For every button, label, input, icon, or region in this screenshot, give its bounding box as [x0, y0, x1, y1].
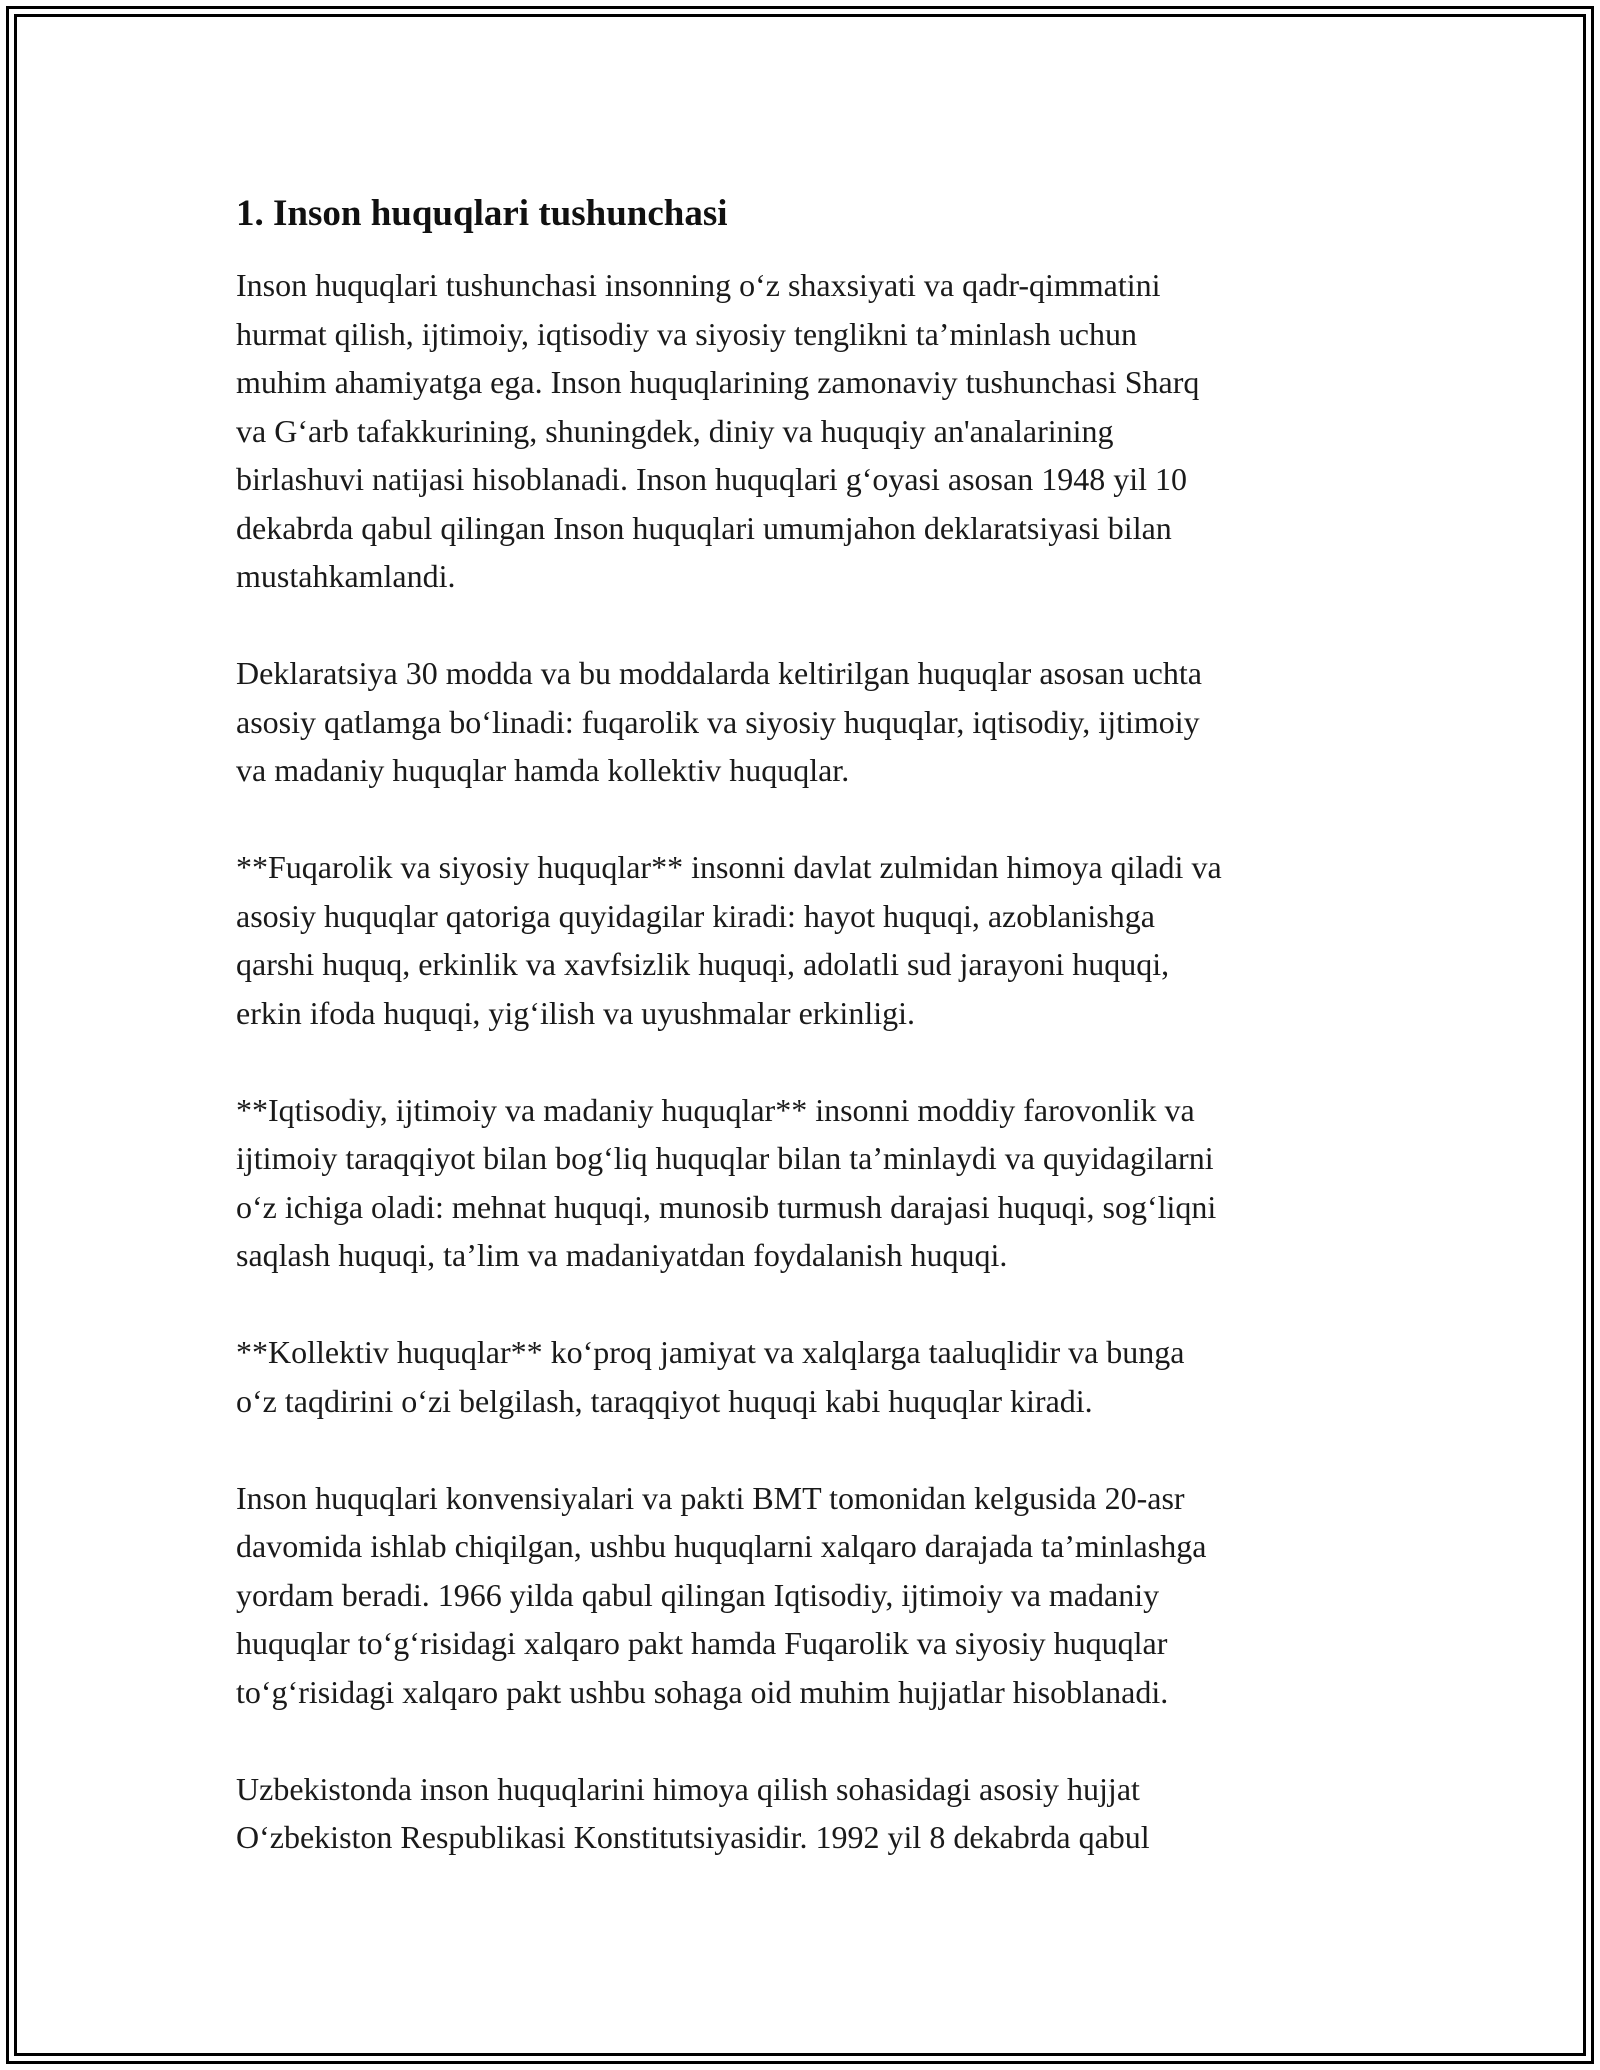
text-line: to‘g‘risidagi xalqaro pakt ushbu sohaga oid muhim hujjatlar hisoblanadi.	[236, 1673, 1169, 1710]
text-line: o‘z taqdirini o‘zi belgilash, taraqqiyot huquqi kabi huquqlar kiradi.	[236, 1382, 1093, 1419]
text-line: hurmat qilish, ijtimoiy, iqtisodiy va siyosiy tenglikni ta’minlash uchun	[236, 315, 1137, 352]
text-line: saqlash huquqi, ta’lim va madaniyatdan foydalanish huquqi.	[236, 1237, 1008, 1273]
paragraph-economic-social-rights	[236, 1086, 1386, 1280]
text-line: mustahkamlandi.	[236, 558, 456, 594]
text-line: Inson huquqlari konvensiyalari va pakti BMT tomonidan kelgusida 20-asr	[236, 1479, 1185, 1516]
paragraph-intro	[236, 261, 1386, 601]
text-line: asosiy qatlamga bo‘linadi: fuqarolik va siyosiy huquqlar, iqtisodiy, ijtimoiy	[236, 703, 1200, 740]
text-line: muhim ahamiyatga ega. Inson huquqlarining zamonaviy tushunchasi Sharq	[236, 364, 1200, 400]
text-line: **Fuqarolik va siyosiy huquqlar** insonni davlat zulmidan himoya qiladi va	[236, 849, 1222, 885]
text-line: birlashuvi natijasi hisoblanadi. Inson huquqlari g‘oyasi asosan 1948 yil 10	[236, 461, 1187, 497]
paragraph-collective-rights	[236, 1328, 1386, 1425]
text-line: o‘z ichiga oladi: mehnat huquqi, munosib turmush darajasi huquqi, sog‘liqni	[236, 1188, 1217, 1225]
text-line: davomida ishlab chiqilgan, ushbu huquqlarni xalqaro darajada ta’minlashga	[236, 1528, 1207, 1564]
text-line: asosiy huquqlar qatoriga quyidagilar kiradi: hayot huquqi, azoblanishga	[236, 897, 1155, 934]
text-line: **Kollektiv huquqlar** ko‘proq jamiyat va xalqlarga taaluqlidir va bunga	[236, 1334, 1185, 1370]
text-line: Uzbekistonda inson huquqlarini himoya qilish sohasidagi asosiy hujjat	[236, 1770, 1140, 1807]
document-body	[236, 185, 1386, 1910]
text-line: ijtimoiy taraqqiyot bilan bog‘liq huquqlar bilan ta’minlaydi va quyidagilarni	[236, 1140, 1214, 1176]
text-line: dekabrda qabul qilingan Inson huquqlari umumjahon deklaratsiyasi bilan	[236, 509, 1172, 546]
text-line: Deklaratsiya 30 modda va bu moddalarda keltirilgan huquqlar asosan uchta	[236, 655, 1202, 691]
section-heading: 1. Inson huquqlari tushunchasi	[236, 193, 728, 234]
text-line: O‘zbekiston Respublikasi Konstitutsiyasidir. 1992 yil 8 dekabrda qabul	[236, 1819, 1150, 1855]
text-line: qarshi huquq, erkinlik va xavfsizlik huquqi, adolatli sud jarayoni huquqi,	[236, 946, 1170, 982]
paragraph-declaration	[236, 649, 1386, 795]
text-line: huquqlar to‘g‘risidagi xalqaro pakt hamda Fuqarolik va siyosiy huquqlar	[236, 1625, 1168, 1661]
text-line: erkin ifoda huquqi, yig‘ilish va uyushmalar erkinligi.	[236, 994, 915, 1031]
text-line: va madaniy huquqlar hamda kollektiv huquqlar.	[236, 752, 850, 788]
paragraph-uzbekistan	[236, 1765, 1386, 1862]
text-line: Inson huquqlari tushunchasi insonning o‘z shaxsiyati va qadr-qimmatini	[236, 267, 1161, 303]
text-line: va G‘arb tafakkurining, shuningdek, diniy va huquqiy an'analarining	[236, 412, 1114, 449]
paragraph-conventions	[236, 1474, 1386, 1717]
paragraph-civil-political-rights	[236, 843, 1386, 1037]
text-line: **Iqtisodiy, ijtimoiy va madaniy huquqlar** insonni moddiy farovonlik va	[236, 1091, 1195, 1128]
text-line: yordam beradi. 1966 yilda qabul qilingan Iqtisodiy, ijtimoiy va madaniy	[236, 1576, 1160, 1613]
